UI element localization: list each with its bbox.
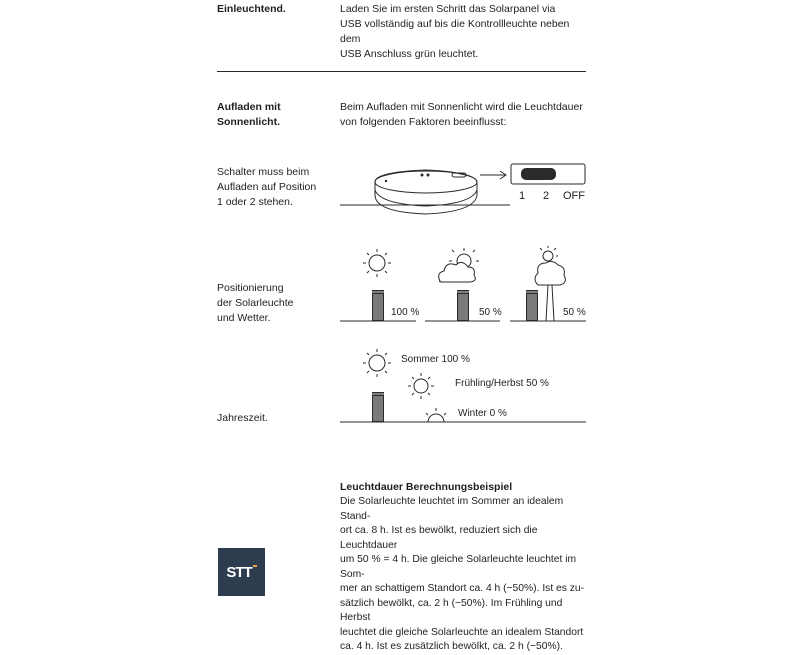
- solar-lamp-top-illustration: [340, 160, 590, 220]
- weather-illustrations: [340, 245, 590, 330]
- spring-label: Frühling/Herbst 50 %: [455, 378, 549, 389]
- season-label: Jahreszeit.: [217, 412, 268, 424]
- switch-pos-2: 2: [543, 190, 550, 202]
- sun-icon: [408, 373, 434, 399]
- tree-percentage: 50 %: [563, 307, 586, 318]
- intro-text: Laden Sie im ersten Schritt das Solarpanel via USB vollständig auf bis die Kontrollleuchte neben dem USB Anschluss grün leuchtet.: [340, 3, 570, 60]
- lamp-icon: [457, 290, 469, 321]
- lamp-icon: [372, 290, 384, 321]
- switch-label: Schalter muss beim Aufladen auf Position 1 oder 2 stehen.: [217, 166, 317, 208]
- stt-logo: STT: [218, 548, 265, 596]
- cloud-percentage: 50 %: [479, 307, 502, 318]
- lamp-icon: [372, 392, 384, 422]
- sun-icon: [363, 349, 391, 377]
- sun-percentage: 100 %: [391, 307, 420, 318]
- cloud-sun-icon: [439, 248, 479, 282]
- heading-einleuchtend: Einleuchtend.: [217, 3, 286, 15]
- divider: [217, 71, 586, 72]
- tree-icon: [535, 246, 565, 321]
- lamp-icon: [526, 290, 538, 321]
- factors-text: Beim Aufladen mit Sonnenlicht wird die Leuchtdauer von folgenden Faktoren beeinflusst:: [340, 101, 583, 128]
- heading-aufladen: Aufladen mit Sonnenlicht.: [217, 101, 281, 128]
- switch-pos-off: OFF: [563, 190, 585, 202]
- sun-icon: [426, 408, 446, 422]
- example-text: Die Solarleuchte leuchtet im Sommer an idealem Stand- ort ca. 8 h. Ist es bewölkt, reduziert sich die Leuchtdauer um 50 % = 4 h. Die gleiche Solarleuchte leuchtet im Som- mer an schattigem Standort ca. 4 h (−50%). Ist es zu- sätzlich bewölkt, ca. 2 h (−50%). Im Frühling und Herbst leuchtet die gleiche Solarleuchte an idealem Standort ca. 4 h. Ist es zusätzlich bewölkt, ca. 2 h (−50%).: [340, 496, 585, 652]
- sun-icon: [363, 249, 391, 277]
- summer-label: Sommer 100 %: [401, 354, 470, 365]
- example-title: Leuchtdauer Berechnungsbeispiel: [340, 481, 513, 493]
- switch-pos-1: 1: [519, 190, 526, 202]
- position-label: Positionierung der Solarleuchte und Wetter.: [217, 282, 294, 324]
- winter-label: Winter 0 %: [458, 408, 507, 419]
